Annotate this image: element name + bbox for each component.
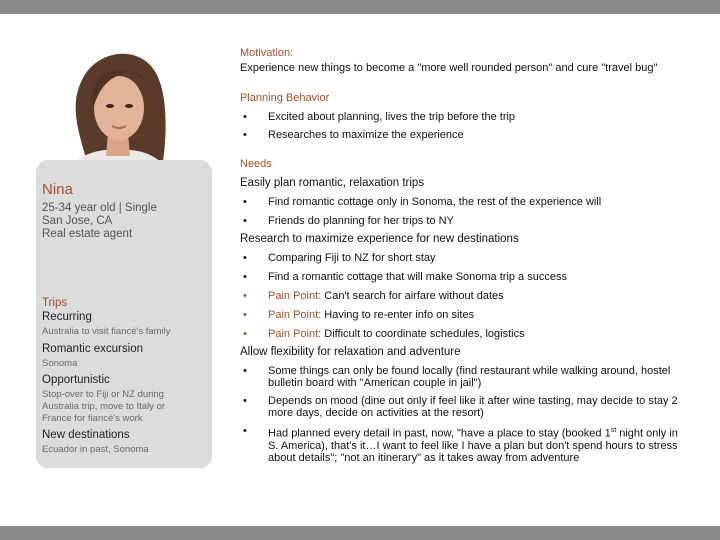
bullet-marker: • bbox=[243, 271, 247, 283]
bullet-marker: • bbox=[243, 252, 247, 264]
bullet-marker: • bbox=[243, 425, 247, 437]
needs-item-last-before: Had planned every detail in past, now, "have a place to stay (booked 1 bbox=[268, 427, 611, 440]
bullet-marker: • bbox=[243, 395, 247, 407]
needs-item-last-sup: st bbox=[610, 427, 617, 434]
bullet-marker: • bbox=[243, 196, 247, 208]
planning-item: Excited about planning, lives the trip before the trip bbox=[268, 111, 516, 123]
persona-portrait-image bbox=[62, 40, 174, 180]
pain-point-text: Can't search for airfare without dates bbox=[324, 290, 504, 302]
needs-group-title: Easily plan romantic, relaxation trips bbox=[240, 177, 425, 189]
trip-recurring-title: Recurring bbox=[42, 311, 92, 323]
trip-opportunistic-desc: Stop-over to Fiji or NZ during Australia trip, move to Italy or France for fiancé's work bbox=[42, 389, 166, 424]
planning-item: Researches to maximize the experience bbox=[268, 129, 464, 141]
trip-new-destinations-title: New destinations bbox=[42, 429, 130, 441]
trip-romantic-title: Romantic excursion bbox=[42, 343, 143, 355]
motivation-text: Experience new things to become a "more well rounded person" and cure "travel bug" bbox=[240, 62, 658, 74]
top-bar bbox=[0, 0, 720, 14]
pain-point-label: Pain Point: bbox=[268, 290, 322, 302]
bullet-marker: • bbox=[243, 365, 247, 377]
needs-group-title: Allow flexibility for relaxation and adventure bbox=[240, 346, 461, 358]
persona-name: Nina bbox=[42, 181, 73, 198]
needs-item: Find a romantic cottage that will make Sonoma trip a success bbox=[268, 271, 567, 283]
pain-point-label: Pain Point: bbox=[268, 309, 322, 321]
needs-item-last bbox=[268, 425, 688, 464]
planning-heading: Planning Behavior bbox=[240, 92, 330, 104]
needs-item: Friends do planning for her trips to NY bbox=[268, 215, 454, 227]
pain-point-label: Pain Point: bbox=[268, 328, 322, 340]
persona-photo bbox=[62, 40, 174, 180]
pain-point-text: Having to re-enter info on sites bbox=[324, 309, 475, 321]
needs-group-title: Research to maximize experience for new destinations bbox=[240, 233, 519, 245]
needs-heading: Needs bbox=[240, 158, 272, 170]
motivation-heading: Motivation: bbox=[240, 47, 294, 59]
pain-point-item bbox=[268, 290, 504, 302]
persona-age-status: 25-34 year old | Single bbox=[42, 202, 157, 214]
bullet-marker: • bbox=[243, 129, 247, 141]
needs-item: Depends on mood (dine out only if feel like it after wine tasting, may decide to stay 2 more days, decide on activities at the resort) bbox=[268, 395, 678, 419]
pain-point-item bbox=[268, 309, 474, 321]
bullet-marker: • bbox=[243, 111, 247, 123]
trip-recurring-desc: Australia to visit fiancé's family bbox=[42, 326, 171, 337]
trip-new-destinations-desc: Ecuador in past, Sonoma bbox=[42, 444, 149, 455]
bullet-marker: • bbox=[243, 215, 247, 227]
needs-item: Comparing Fiji to NZ for short stay bbox=[268, 252, 436, 264]
bottom-bar bbox=[0, 526, 720, 540]
trips-label: Trips bbox=[42, 297, 68, 309]
bullet-marker: • bbox=[243, 309, 247, 321]
persona-location: San Jose, CA bbox=[42, 215, 113, 227]
needs-item: Find romantic cottage only in Sonoma, the rest of the experience will bbox=[268, 196, 602, 208]
pain-point-text: Difficult to coordinate schedules, logistics bbox=[324, 328, 525, 340]
trip-opportunistic-title: Opportunistic bbox=[42, 374, 110, 386]
needs-item-last-after: night only in S. America), that's it…I want to feel like I have a plan but don't spend hours to stress about details"; "not an itinerary" as it takes away from adventure bbox=[268, 427, 678, 464]
pain-point-item bbox=[268, 328, 525, 340]
persona-occupation: Real estate agent bbox=[42, 228, 133, 240]
bullet-marker: • bbox=[243, 328, 247, 340]
trip-romantic-desc: Sonoma bbox=[42, 358, 78, 369]
needs-item: Some things can only be found locally (find restaurant while walking around, hostel bulletin board with "American couple in jail") bbox=[268, 365, 671, 389]
bullet-marker: • bbox=[243, 290, 247, 302]
